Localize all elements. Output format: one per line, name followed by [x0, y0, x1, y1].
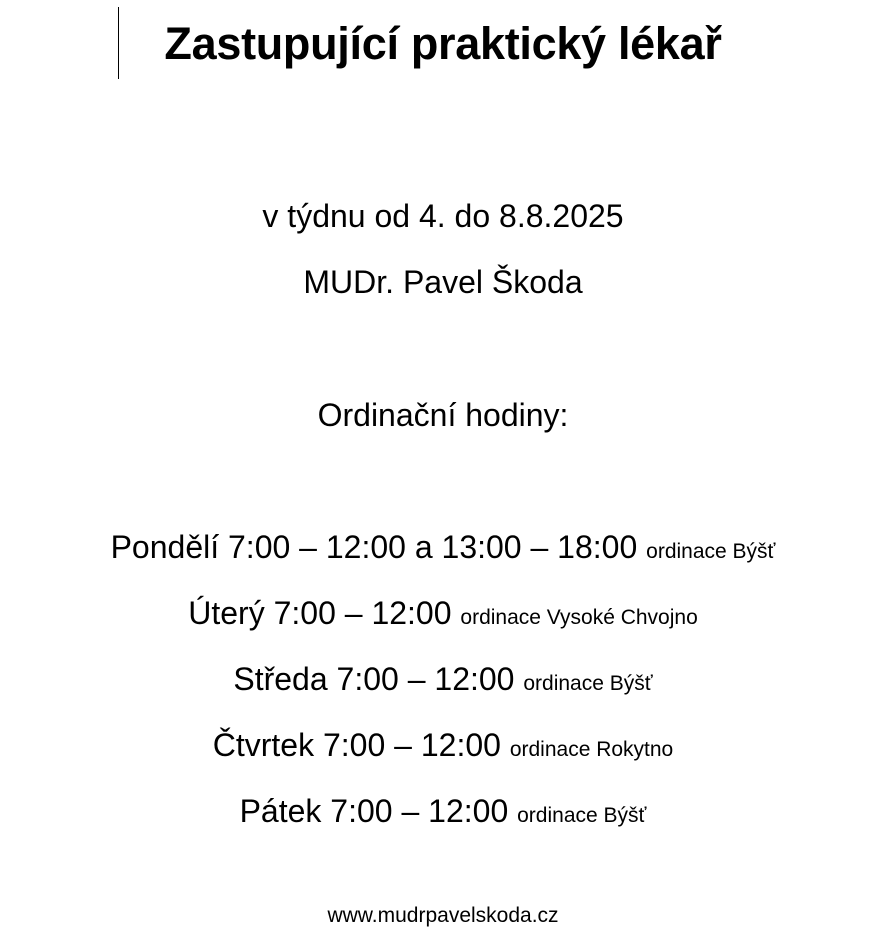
week-range: v týdnu od 4. do 8.8.2025: [262, 198, 624, 234]
schedule-row-monday: [0, 527, 886, 572]
schedule-day-time: Pátek 7:00 – 12:00: [239, 793, 509, 829]
schedule-place: ordinace Býšť: [517, 804, 647, 827]
schedule-row-tuesday: [0, 593, 886, 638]
schedule-day-time: Středa 7:00 – 12:00: [233, 661, 515, 697]
schedule-place: ordinace Rokytno: [509, 738, 674, 761]
schedule-row-thursday: [0, 725, 886, 770]
doctor-name: MUDr. Pavel Škoda: [303, 264, 583, 300]
schedule-day-time: Úterý 7:00 – 12:00: [188, 595, 452, 631]
office-hours-heading: Ordinační hodiny:: [317, 397, 569, 433]
schedule-day-time: Čtvrtek 7:00 – 12:00: [212, 727, 501, 763]
schedule-place: ordinace Vysoké Chvojno: [460, 606, 698, 629]
schedule-row-friday: [0, 791, 886, 836]
schedule-place: ordinace Býšť: [523, 672, 653, 695]
page-title: Zastupující praktický lékař: [164, 18, 722, 69]
schedule-row-wednesday: [0, 659, 886, 704]
schedule-day-time: Pondělí 7:00 – 12:00 a 13:00 – 18:00: [110, 529, 638, 565]
schedule-place: ordinace Býšť: [646, 540, 776, 563]
website-url: www.mudrpavelskoda.cz: [327, 904, 559, 927]
